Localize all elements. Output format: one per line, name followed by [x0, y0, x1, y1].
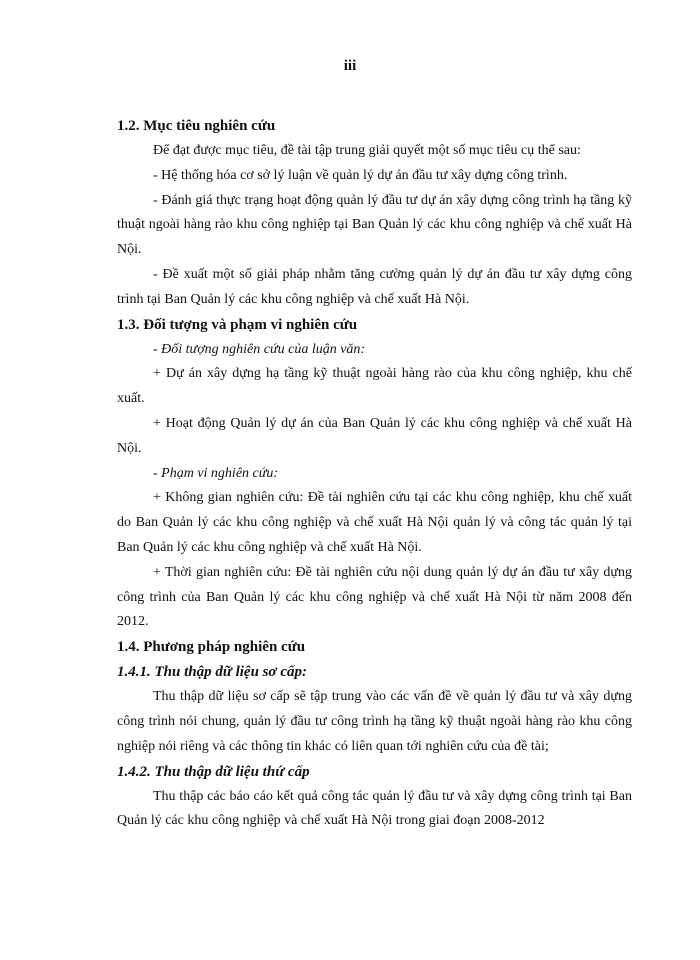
paragraph: + Hoạt động Quản lý dự án của Ban Quản lý các khu công nghiệp và chế xuất Hà Nội. [117, 415, 632, 456]
paragraph: + Không gian nghiên cứu: Đề tài nghiên cứu tại các khu công nghiệp, khu chế xuất do Ban Quản lý các khu công nghiệp và chế xuất Hà Nội quản lý và công tác quản lý tại Ban Quản lý các khu công nghiệp và chế xuất Hà Nội. [117, 490, 632, 555]
paragraph: + Thời gian nghiên cứu: Đề tài nghiên cứu nội dung quản lý dự án đầu tư xây dựng công trình của Ban Quản lý các khu công nghiệp và chế xuất Hà Nội từ năm 2008 đến 2012. [117, 564, 632, 630]
section-heading: 1.4. Phương pháp nghiên cứu [117, 639, 306, 656]
page-number: iii [343, 58, 357, 74]
subsection-heading: 1.4.1. Thu thập dữ liệu sơ cấp: [117, 664, 307, 681]
paragraph: - Đánh giá thực trạng hoạt động quản lý đầu tư dự án xây dựng công trình hạ tầng kỹ thuật ngoài hàng rào khu công nghiệp tại Ban Quản lý các khu công nghiệp và chế xuất Hà Nội. [117, 192, 632, 258]
section-heading: 1.3. Đối tượng và phạm vi nghiên cứu [117, 316, 358, 333]
section-1-3 [117, 313, 632, 636]
subsection-heading: 1.4.2. Thu thập dữ liệu thứ cấp [117, 763, 310, 780]
section-1-4 [117, 635, 632, 834]
section-1-2 [117, 114, 632, 313]
paragraph: - Đối tượng nghiên cứu của luận văn: [153, 341, 366, 357]
section-heading: 1.2. Mục tiêu nghiên cứu [117, 118, 276, 134]
page-body [117, 114, 632, 834]
paragraph: - Đề xuất một số giải pháp nhằm tăng cường quản lý dự án đầu tư xây dựng công trình tại Ban Quản lý các khu công nghiệp và chế xuất Hà Nội. [117, 266, 632, 307]
paragraph: - Phạm vi nghiên cứu: [153, 465, 279, 481]
paragraph: Thu thập các báo cáo kết quả công tác quản lý đầu tư và xây dựng công trình tại Ban Quản lý các khu công nghiệp và chế xuất Hà Nội trong giai đoạn 2008-2012 [117, 788, 632, 829]
paragraph: - Hệ thống hóa cơ sở lý luận về quản lý dự án đầu tư xây dựng công trình. [153, 167, 568, 183]
paragraph: Thu thập dữ liệu sơ cấp sẽ tập trung vào các vấn đề về quản lý đầu tư và xây dựng công trình nói chung, quản lý đầu tư công trình hạ tầng kỹ thuật ngoài hàng rào khu công nghiệp nói riêng và các thông tin khác có liên quan tới nghiên cứu của đề tài; [117, 689, 632, 754]
paragraph: Để đạt được mục tiêu, đề tài tập trung giải quyết một số mục tiêu cụ thể sau: [153, 143, 581, 158]
paragraph: + Dự án xây dựng hạ tầng kỹ thuật ngoài hàng rào của khu công nghiệp, khu chế xuất. [117, 366, 632, 407]
